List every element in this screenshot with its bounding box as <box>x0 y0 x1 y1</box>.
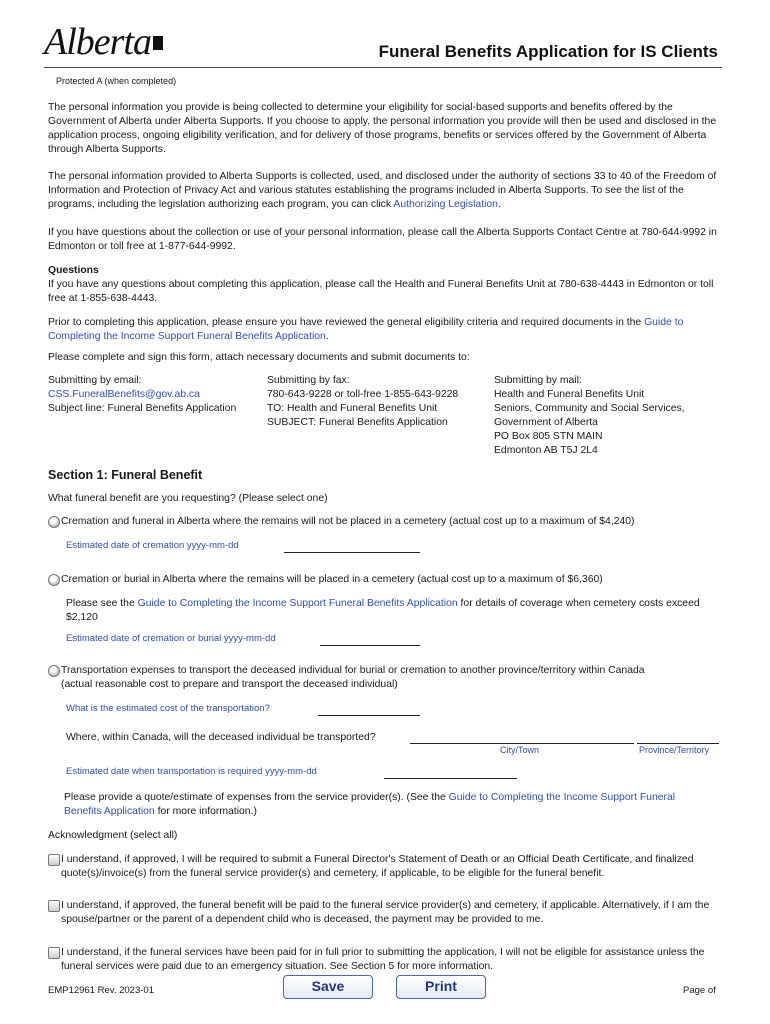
save-button[interactable]: Save <box>283 975 373 999</box>
option3-date-label: Estimated date when transportation is required yyyy-mm-dd <box>66 766 317 777</box>
option3-row <box>48 664 738 692</box>
submit-mail-line4: PO Box 805 STN MAIN <box>494 431 603 442</box>
option3-where-label: Where, within Canada, will the deceased individual be transported? <box>66 732 376 743</box>
ack-heading: Acknowledgment (select all) <box>48 830 178 841</box>
ack3-checkbox[interactable] <box>48 947 60 959</box>
option3-label-line2: (actual reasonable cost to prepare and transport the deceased individual) <box>61 679 398 690</box>
ack2-text: I understand, if approved, the funeral benefit will be paid to the funeral service provider(s) and cemetery, if applicable. Alternatively, if I am the spouse/partner or the parent of a dependent child who is deceased, the payment may be provided to me. <box>61 900 710 925</box>
submit-mail-line1: Health and Funeral Benefits Unit <box>494 389 645 400</box>
province-label: Province/Territory <box>639 745 710 755</box>
submit-email-block <box>48 374 263 416</box>
option2-note: Please see the Guide to Completing the Income Support Funeral Benefits Application for details of coverage when cemetery costs exceed $2,120 <box>66 598 700 623</box>
questions-text: If you have any questions about completing this application, please call the Health and Funeral Benefits Unit at 780-638-4443 in Edmonton or toll free at 1-855-638-4443. <box>48 279 714 304</box>
ack3-row <box>48 946 724 974</box>
header-divider <box>44 67 722 68</box>
option3-cost-label: What is the estimated cost of the transportation? <box>66 703 270 714</box>
intro-paragraph-1: The personal information you provide is being collected to determine your eligibility for social-based supports and benefits offered by the Government of Alberta under Alberta Supports. If you choose to apply, the personal information you provide will then be used and disclosed in the application process, ongoing eligibility verification, and for delivery of those programs, benefits or services offered by the Government of Alberta through Alberta Supports. <box>48 102 717 155</box>
option3-quote-note: Please provide a quote/estimate of expenses from the service provider(s). (See the Guide to Completing the Income Support Funeral Benefits Application for more information.) <box>64 792 676 817</box>
form-id: EMP12961 Rev. 2023-01 <box>48 985 154 996</box>
section1-question: What funeral benefit are you requesting? (Please select one) <box>48 493 328 504</box>
ack1-text: I understand, if approved, I will be required to submit a Funeral Director's Statement of Death or an Official Death Certificate, and finalized quote(s)/invoice(s) from the funeral service provider(s) and cemetery, if applicable, to be eligible for the funeral benefit. <box>61 854 694 879</box>
option1-date-field[interactable] <box>284 552 420 553</box>
page-number: Page of <box>683 985 716 996</box>
submit-mail-line5: Edmonton AB T5J 2L4 <box>494 445 598 456</box>
option3-cost-field[interactable] <box>318 715 420 716</box>
submit-email-label: Submitting by email: <box>48 375 142 386</box>
submit-fax-block <box>267 374 492 430</box>
submit-email-subject: Subject line: Funeral Benefits Application <box>48 403 237 414</box>
ack3-text: I understand, if the funeral services have been paid for in full prior to submitting the application, I will not be eligible for assistance unless the funeral services were paid due to an emergency situation. See Section 5 for more information. <box>61 947 705 972</box>
option3-date-field[interactable] <box>384 778 517 779</box>
submit-mail-line3: Government of Alberta <box>494 417 598 428</box>
option1-row <box>48 515 738 529</box>
intro-paragraph-2: The personal information provided to Alberta Supports is collected, used, and disclosed under the authority of sections 33 to 40 of the Freedom of Information and Protection of Privacy Act and various statutes establishing the programs included in Alberta Supports. To see the list of the programs, including the legislation authorizing each program, you can click Authorizing Legislation. <box>48 171 717 210</box>
submit-fax-to: TO: Health and Funeral Benefits Unit <box>267 403 438 414</box>
guide-link-intro[interactable]: Guide to Completing the Income Support Funeral Benefits Application <box>48 317 684 342</box>
submit-mail-label: Submitting by mail: <box>494 375 582 386</box>
option2-label: Cremation or burial in Alberta where the remains will be placed in a cemetery (actual cost up to a maximum of $6,360) <box>61 574 603 585</box>
ack2-checkbox[interactable] <box>48 900 60 912</box>
alberta-logo: Alberta <box>44 22 163 62</box>
submit-mail-block <box>494 374 724 458</box>
authorizing-legislation-link[interactable]: Authorizing Legislation <box>393 199 498 210</box>
guide-link-option3[interactable]: Guide to Completing the Income Support Funeral Benefits Application <box>64 792 676 817</box>
guide-link-option2[interactable]: Guide to Completing the Income Support Funeral Benefits Application <box>137 598 458 609</box>
submit-fax-numbers: 780-643-9228 or toll-free 1-855-643-9228 <box>267 389 459 400</box>
ack2-row <box>48 899 724 927</box>
city-field[interactable] <box>410 743 634 744</box>
option3-radio[interactable] <box>48 665 60 677</box>
option1-label: Cremation and funeral in Alberta where the remains will not be placed in a cemetery (actual cost up to a maximum of $4,240) <box>61 516 635 527</box>
province-field[interactable] <box>637 743 719 744</box>
ack1-row <box>48 853 724 881</box>
option1-date-label: Estimated date of cremation yyyy-mm-dd <box>66 540 239 551</box>
submit-fax-label: Submitting by fax: <box>267 375 350 386</box>
submit-fax-subject: SUBJECT: Funeral Benefits Application <box>267 417 448 428</box>
alberta-logo-mark-icon <box>153 36 163 50</box>
print-button[interactable]: Print <box>396 975 486 999</box>
option2-radio[interactable] <box>48 574 60 586</box>
page-title: Funeral Benefits Application for IS Clients <box>378 42 718 61</box>
option2-row <box>48 573 738 587</box>
questions-heading: Questions <box>48 265 99 276</box>
ack1-checkbox[interactable] <box>48 854 60 866</box>
submit-email-address[interactable]: CSS.FuneralBenefits@gov.ab.ca <box>48 389 200 400</box>
option2-date-field[interactable] <box>320 645 420 646</box>
option1-radio[interactable] <box>48 516 60 528</box>
intro-paragraph-3: If you have questions about the collection or use of your personal information, please call the Alberta Supports Contact Centre at 780-644-9992 in Edmonton or toll free at 1-877-644-9992. <box>48 227 717 252</box>
protected-label: Protected A (when completed) <box>56 76 177 86</box>
city-label: City/Town <box>500 745 540 755</box>
submit-mail-line2: Seniors, Community and Social Services, <box>494 403 685 414</box>
option3-label-line1: Transportation expenses to transport the deceased individual for burial or cremation to another province/territory within Canada <box>61 665 645 676</box>
prior-completing-text: Prior to completing this application, please ensure you have reviewed the general eligibility criteria and required documents in the Guide to Completing the Income Support Funeral Benefits Application. <box>48 317 684 342</box>
please-complete-text: Please complete and sign this form, attach necessary documents and submit documents to: <box>48 352 470 363</box>
option2-date-label: Estimated date of cremation or burial yyyy-mm-dd <box>66 633 276 644</box>
section1-heading: Section 1: Funeral Benefit <box>48 468 203 482</box>
